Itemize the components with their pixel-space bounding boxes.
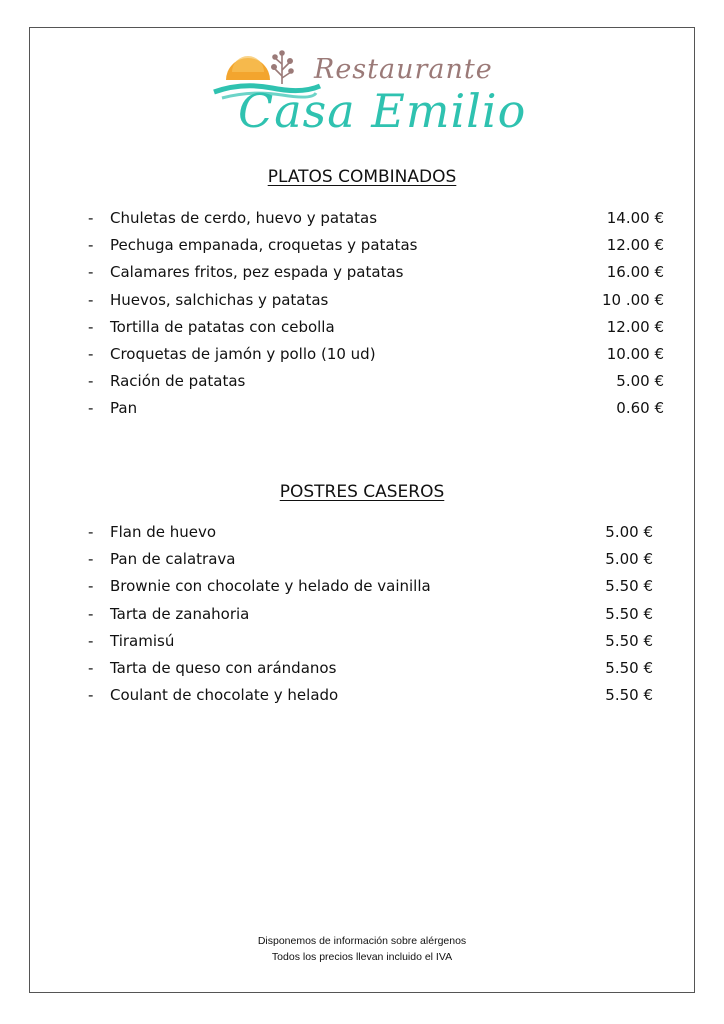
list-item: [88, 546, 668, 573]
platos-list: [88, 205, 668, 423]
dish-price: 16.00 €: [606, 263, 664, 282]
restaurant-logo: [212, 48, 527, 143]
bullet-dash: -: [88, 523, 94, 541]
section-title-postres: POSTRES CASEROS: [279, 482, 445, 502]
list-item: [88, 573, 668, 600]
list-item: [88, 341, 668, 368]
list-item: [88, 519, 668, 546]
section-title-platos: PLATOS COMBINADOS: [267, 167, 457, 187]
list-item: [88, 259, 668, 286]
dessert-price: 5.50 €: [605, 577, 653, 596]
bullet-dash: -: [88, 658, 94, 677]
logo-casa-emilio-text: Casa Emilio: [238, 84, 527, 138]
plant-icon: [272, 51, 293, 84]
dessert-price: 5.50 €: [605, 686, 653, 705]
bullet-dash: -: [88, 577, 94, 596]
dish-name: Calamares fritos, pez espada y patatas: [110, 263, 404, 282]
dessert-name: Brownie con chocolate y helado de vainilla: [110, 577, 431, 596]
bullet-dash: -: [88, 263, 94, 282]
dessert-price: 5.00 €: [605, 523, 653, 541]
dish-name: Tortilla de patatas con cebolla: [110, 317, 335, 336]
postres-list: [88, 519, 668, 709]
bullet-dash: -: [88, 236, 94, 255]
dish-price: 5.00 €: [616, 372, 664, 391]
dish-name: Ración de patatas: [110, 372, 246, 391]
dish-price: 10.00 €: [606, 344, 664, 363]
list-item: [88, 601, 668, 628]
dish-price: 12.00 €: [606, 317, 664, 336]
vat-note: Todos los precios llevan incluido el IVA: [271, 951, 453, 963]
dessert-name: Tarta de queso con arándanos: [110, 658, 337, 677]
logo-restaurante-text: Restaurante: [314, 54, 493, 85]
bullet-dash: -: [88, 631, 94, 650]
bullet-dash: -: [88, 686, 94, 705]
list-item: [88, 368, 668, 395]
list-item: [88, 232, 668, 259]
dish-name: Pan: [110, 399, 138, 418]
list-item: [88, 205, 668, 232]
dish-price: 10 .00 €: [601, 290, 664, 309]
list-item: [88, 314, 668, 341]
list-item: [88, 287, 668, 314]
dessert-price: 5.50 €: [605, 604, 653, 623]
list-item: [88, 682, 668, 709]
list-item: [88, 395, 668, 422]
dessert-name: Coulant de chocolate y helado: [110, 686, 339, 705]
bullet-dash: -: [88, 399, 94, 418]
list-item: [88, 655, 668, 682]
dish-price: 14.00 €: [606, 209, 664, 227]
dish-name: Huevos, salchichas y patatas: [110, 290, 329, 309]
bullet-dash: -: [88, 290, 94, 309]
dessert-name: Pan de calatrava: [110, 550, 236, 569]
dish-price: 12.00 €: [606, 236, 664, 255]
dish-price: 0.60 €: [616, 399, 664, 418]
dish-name: Croquetas de jamón y pollo (10 ud): [110, 344, 376, 363]
allergen-note: Disponemos de información sobre alérgenos: [257, 935, 467, 947]
dessert-price: 5.50 €: [605, 658, 653, 677]
dish-name: Pechuga empanada, croquetas y patatas: [110, 236, 418, 255]
bullet-dash: -: [88, 317, 94, 336]
sun-icon: [226, 56, 270, 80]
bullet-dash: -: [88, 209, 94, 227]
dessert-name: Tiramisú: [110, 631, 175, 650]
dessert-price: 5.00 €: [605, 550, 653, 569]
dessert-price: 5.50 €: [605, 631, 653, 650]
dessert-name: Tarta de zanahoria: [110, 604, 250, 623]
bullet-dash: -: [88, 372, 94, 391]
bullet-dash: -: [88, 344, 94, 363]
dish-name: Chuletas de cerdo, huevo y patatas: [110, 209, 378, 227]
dessert-name: Flan de huevo: [110, 523, 217, 541]
bullet-dash: -: [88, 550, 94, 569]
list-item: [88, 628, 668, 655]
bullet-dash: -: [88, 604, 94, 623]
footer-note: [0, 933, 724, 965]
